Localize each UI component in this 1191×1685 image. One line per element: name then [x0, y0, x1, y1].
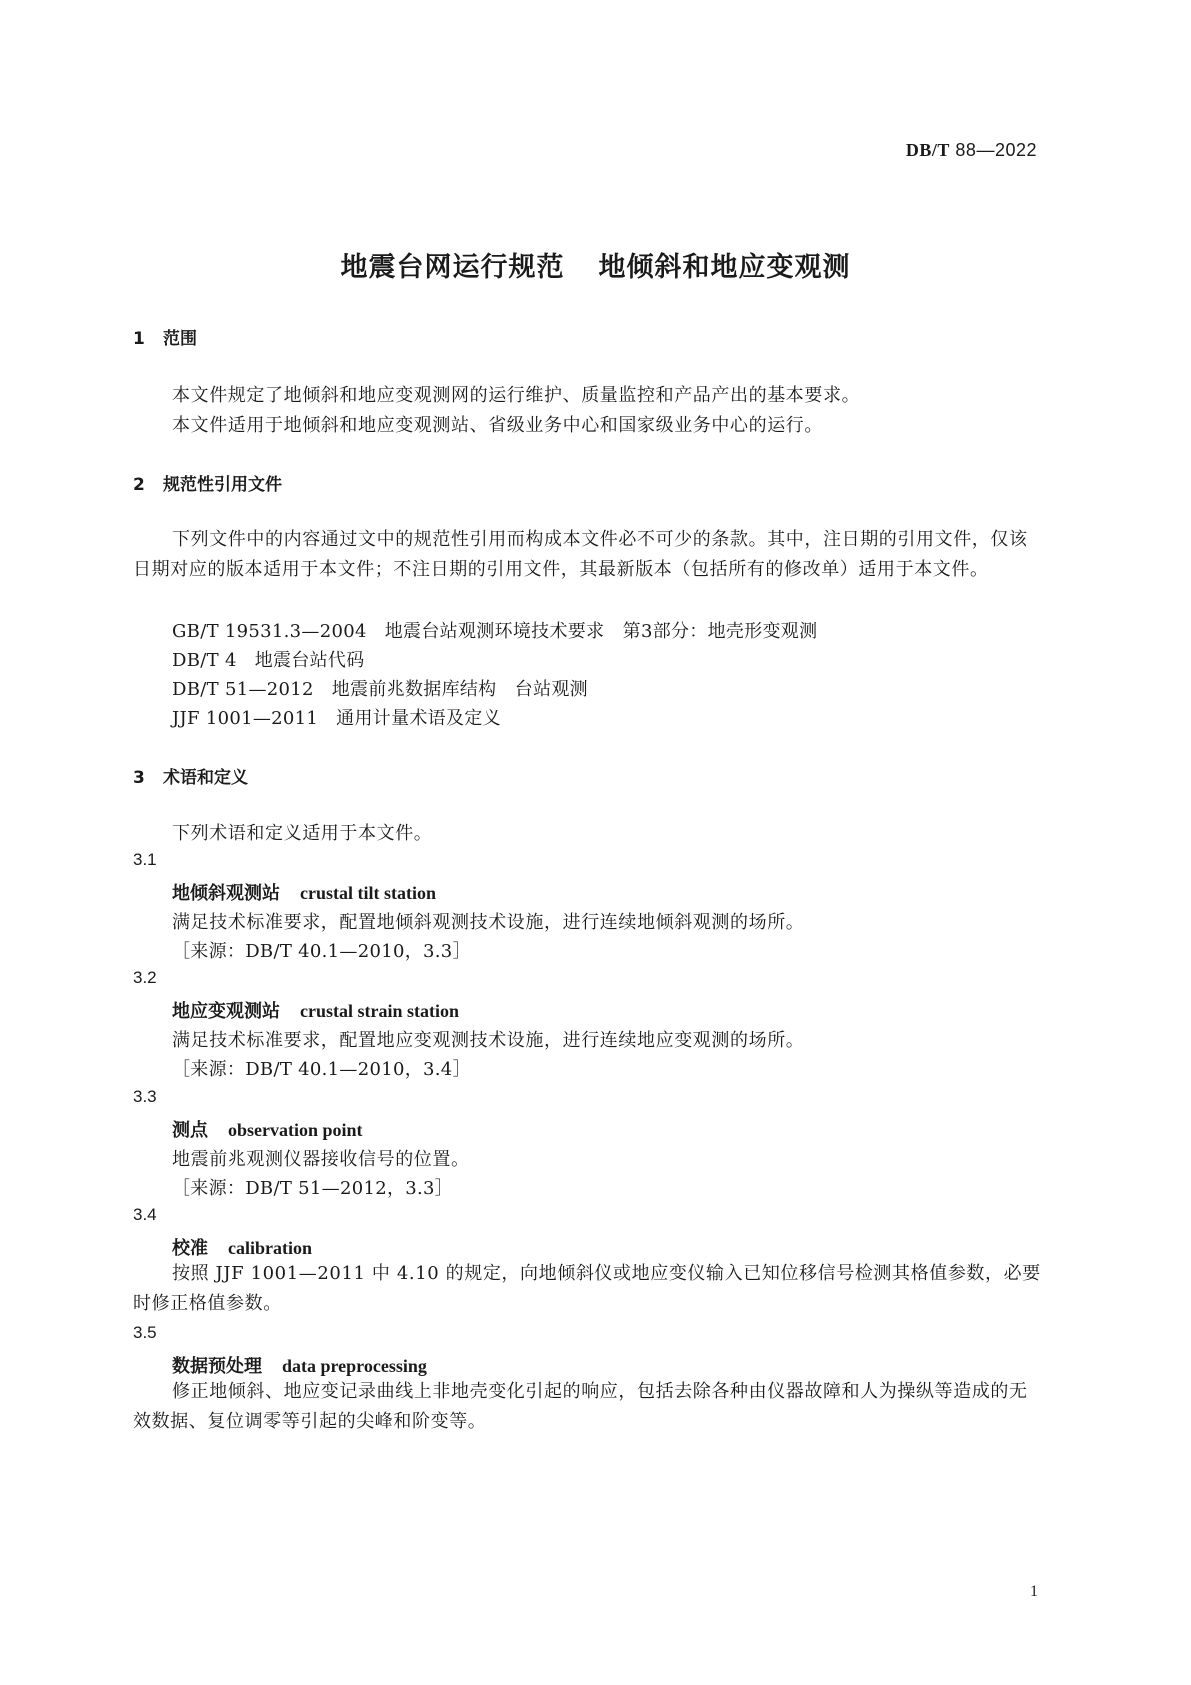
reference-title: 地震台站代码 [254, 650, 365, 671]
section-number: 3 [133, 768, 145, 788]
reference-code: DB/T 51—2012 [172, 679, 314, 700]
paragraph: 本文件适用于地倾斜和地应变观测站、省级业务中心和国家级业务中心的运行。 [172, 415, 823, 436]
term-heading [172, 997, 459, 1023]
term-heading [172, 879, 436, 905]
section-2-heading [133, 470, 282, 495]
term-heading [172, 1234, 312, 1260]
term-source: ［来源：DB/T 40.1—2010，3.3］ [172, 941, 471, 962]
term-number: 3.5 [133, 1323, 157, 1342]
term-definition: 地震前兆观测仪器接收信号的位置。 [172, 1149, 470, 1170]
reference-title: 地震前兆数据库结构 台站观测 [331, 679, 588, 700]
page-number: 1 [1030, 1583, 1038, 1600]
standard-code [906, 140, 1037, 161]
paragraph-intro: 下列术语和定义适用于本文件。 [172, 823, 433, 844]
term-source: ［来源：DB/T 51—2012，3.3］ [172, 1178, 454, 1199]
document-title [0, 245, 1191, 284]
term-en: crustal strain station [300, 1001, 459, 1021]
standard-number: 88—2022 [955, 140, 1037, 160]
term-number: 3.4 [133, 1205, 157, 1224]
section-1-heading [133, 324, 197, 349]
term-number: 3.3 [133, 1087, 157, 1106]
term-definition: 按照 JJF 1001—2011 中 4.10 的规定，向地倾斜仪或地应变仪输入已知位移信号检测其格值参数，必要时修正格值参数。 [133, 1263, 1041, 1314]
term-definition: 修正地倾斜、地应变记录曲线上非地壳变化引起的响应，包括去除各种由仪器故障和人为操纵等造成的无效数据、复位调零等引起的尖峰和阶变等。 [133, 1381, 1028, 1432]
section-title: 规范性引用文件 [163, 475, 282, 495]
reference-item [172, 675, 588, 701]
paragraph: 本文件规定了地倾斜和地应变观测网的运行维护、质量监控和产品产出的基本要求。 [172, 385, 861, 406]
term-heading [172, 1352, 427, 1378]
term-definition: 满足技术标准要求，配置地应变观测技术设施，进行连续地应变观测的场所。 [172, 1030, 805, 1051]
term-zh: 校准 [172, 1238, 208, 1259]
title-part2: 地倾斜和地应变观测 [598, 252, 851, 283]
term-number: 3.1 [133, 850, 157, 869]
standard-prefix: DB/T [905, 140, 950, 160]
term-zh: 数据预处理 [172, 1356, 262, 1377]
reference-title: 地震台站观测环境技术要求 第3部分：地壳形变观测 [384, 621, 818, 642]
term-en: crustal tilt station [300, 883, 436, 903]
term-zh: 地倾斜观测站 [172, 883, 280, 904]
paragraph-intro: 下列文件中的内容通过文中的规范性引用而构成本文件必不可少的条款。其中，注日期的引用文件，仅该日期对应的版本适用于本文件；不注日期的引用文件，其最新版本（包括所有的修改单）适用于本文件。 [133, 529, 1028, 580]
reference-item [172, 704, 501, 730]
reference-title: 通用计量术语及定义 [336, 708, 501, 729]
term-definition: 满足技术标准要求，配置地倾斜观测技术设施，进行连续地倾斜观测的场所。 [172, 912, 805, 933]
term-en: data preprocessing [282, 1356, 427, 1376]
reference-code: JJF 1001—2011 [172, 708, 319, 729]
term-heading [172, 1116, 363, 1142]
reference-item [172, 646, 365, 672]
section-number: 1 [133, 329, 145, 349]
reference-code: GB/T 19531.3—2004 [172, 621, 367, 642]
section-3-heading [133, 763, 248, 788]
section-title: 术语和定义 [163, 768, 248, 788]
term-zh: 测点 [172, 1120, 208, 1141]
title-part1: 地震台网运行规范 [340, 252, 565, 283]
term-en: calibration [228, 1238, 312, 1258]
reference-item [172, 617, 817, 643]
section-title: 范围 [163, 329, 197, 349]
term-source: ［来源：DB/T 40.1—2010，3.4］ [172, 1059, 471, 1080]
term-zh: 地应变观测站 [172, 1001, 280, 1022]
term-en: observation point [228, 1120, 363, 1140]
section-number: 2 [133, 475, 145, 495]
term-number: 3.2 [133, 968, 157, 987]
reference-code: DB/T 4 [172, 650, 237, 671]
